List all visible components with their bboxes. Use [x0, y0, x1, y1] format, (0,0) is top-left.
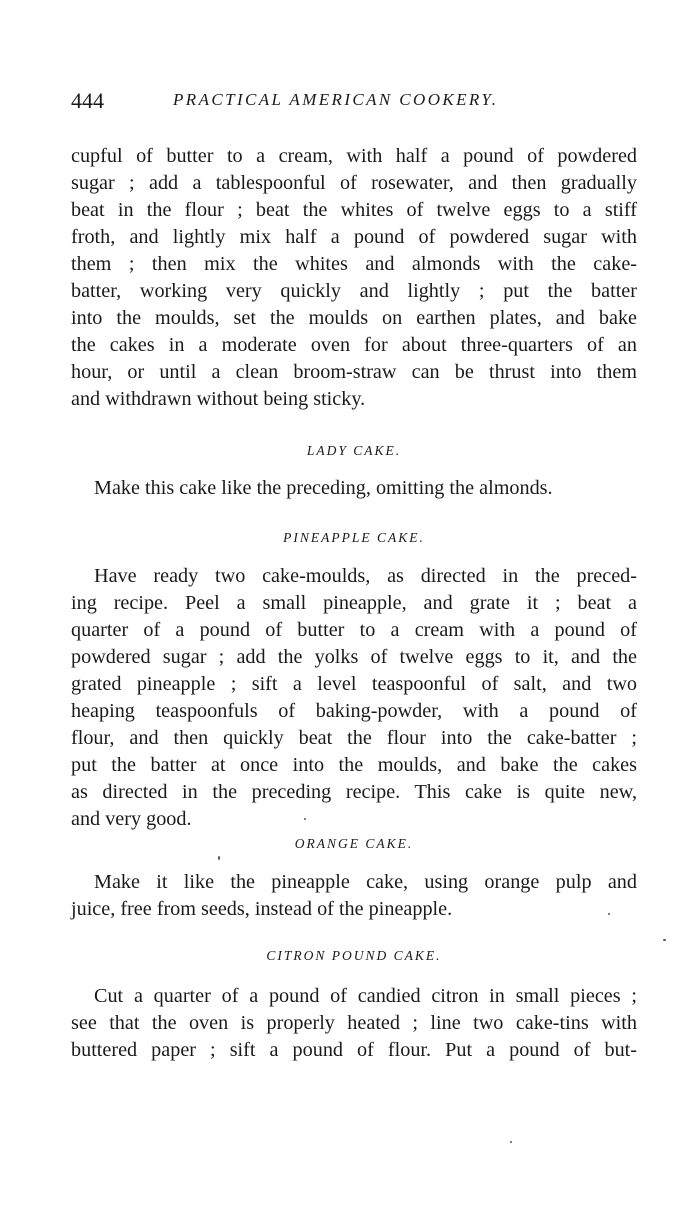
text-line: hour, or until a clean broom-straw can be thrust into them [71, 361, 637, 383]
text-line: buttered paper ; sift a pound of flour. Put a pound of but- [71, 1039, 637, 1061]
text-line: Make this cake like the preceding, omitting the almonds. [94, 477, 553, 499]
running-head: PRACTICAL AMERICAN COOKERY. [173, 90, 499, 109]
text-line: quarter of a pound of butter to a cream with a pound of [71, 619, 637, 641]
text-line: flour, and then quickly beat the flour into the cake-batter ; [71, 727, 637, 749]
lady-cake-paragraph [71, 475, 637, 502]
text-line: Have ready two cake-moulds, as directed in the preced- [94, 565, 637, 587]
continued-paragraph [71, 143, 637, 413]
text-line: Cut a quarter of a pound of candied citron in small pieces ; [94, 985, 637, 1007]
text-line: froth, and lightly mix half a pound of powdered sugar with [71, 226, 637, 248]
page-number: 444 [71, 88, 104, 113]
text-line: ing recipe. Peel a small pineapple, and grate it ; beat a [71, 592, 637, 614]
text-line: as directed in the preceding recipe. This cake is quite new, [71, 781, 637, 803]
section-heading-citron-pound-cake: CITRON POUND CAKE. [266, 948, 442, 963]
text-line: sugar ; add a tablespoonful of rosewater, and then gradually [71, 172, 637, 194]
section-heading-lady-cake: LADY CAKE. [306, 443, 402, 458]
text-line: cupful of butter to a cream, with half a pound of powdered [71, 145, 637, 167]
ink-speck [218, 856, 220, 860]
text-line: grated pineapple ; sift a level teaspoonful of salt, and two [71, 673, 637, 695]
text-line: into the moulds, set the moulds on earthen plates, and bake [71, 307, 637, 329]
text-line: and withdrawn without being sticky. [71, 388, 366, 410]
text-line: powdered sugar ; add the yolks of twelve eggs to it, and the [71, 646, 637, 668]
ink-speck [608, 913, 610, 915]
text-line: see that the oven is properly heated ; line two cake-tins with [71, 1012, 637, 1034]
section-heading-pineapple-cake: PINEAPPLE CAKE. [283, 530, 425, 545]
ink-speck [510, 1141, 512, 1143]
text-line: and very good. [71, 808, 192, 830]
text-line: heaping teaspoonfuls of baking-powder, with a pound of [71, 700, 637, 722]
page-header [71, 88, 637, 118]
text-line: beat in the flour ; beat the whites of twelve eggs to a stiff [71, 199, 637, 221]
section-heading-orange-cake: ORANGE CAKE. [294, 836, 414, 851]
text-line: put the batter at once into the moulds, and bake the cakes [71, 754, 637, 776]
text-line: the cakes in a moderate oven for about three-quarters of an [71, 334, 637, 356]
citron-pound-cake-paragraph [71, 983, 637, 1064]
ink-speck [304, 818, 306, 820]
text-line: juice, free from seeds, instead of the pineapple. [71, 898, 453, 920]
pineapple-cake-paragraph [71, 563, 637, 833]
text-line: batter, working very quickly and lightly ; put the batter [71, 280, 637, 302]
ink-speck [663, 939, 666, 941]
text-line: them ; then mix the whites and almonds with the cake- [71, 253, 637, 275]
text-line: Make it like the pineapple cake, using orange pulp and [94, 871, 637, 893]
orange-cake-paragraph [71, 869, 637, 923]
